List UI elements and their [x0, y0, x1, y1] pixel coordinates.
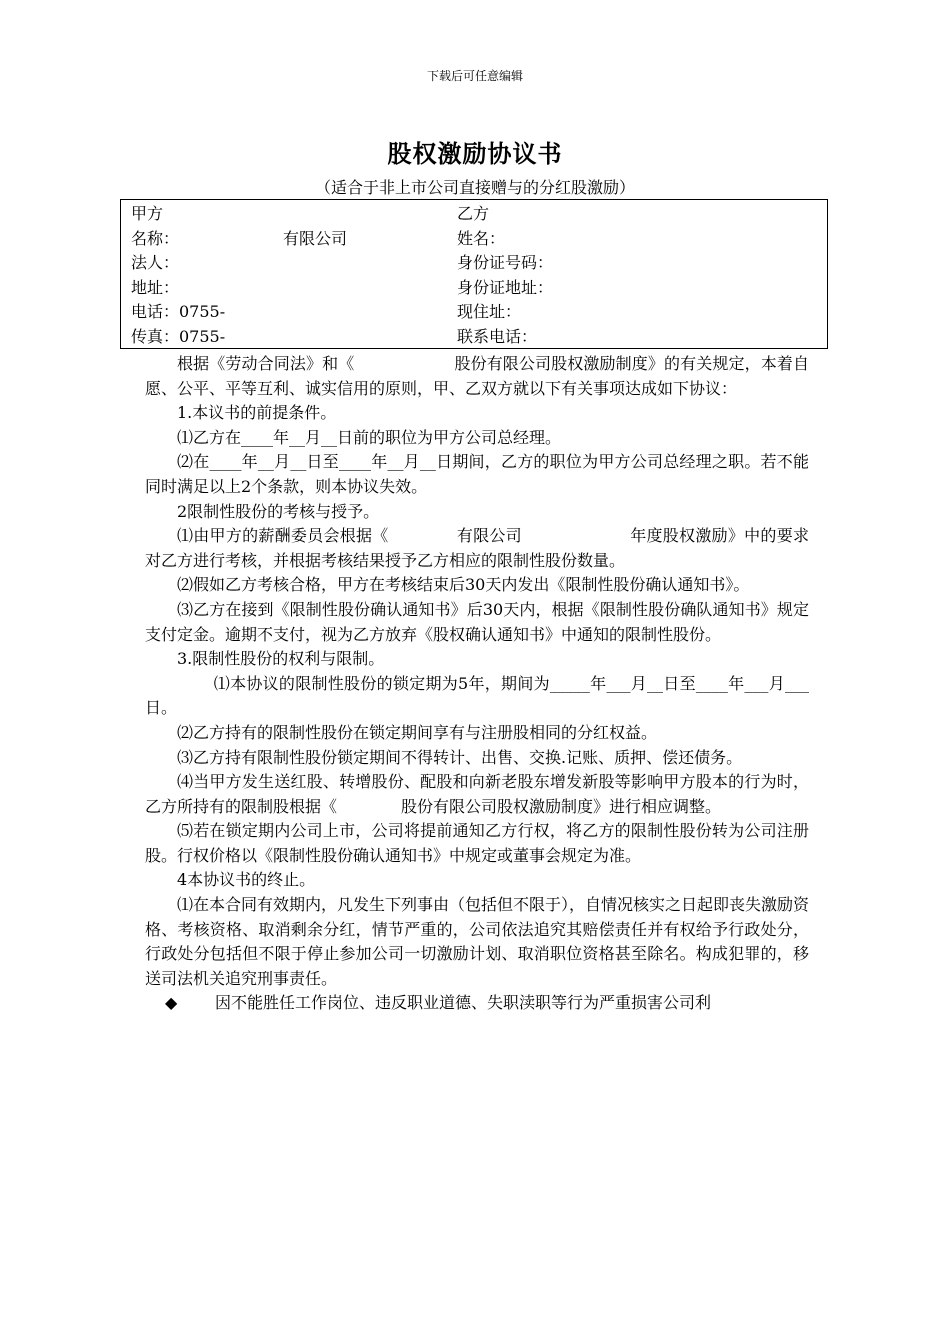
intro-text-b: 股份有限公司股权激励制度》的有关规定，本着自愿、公平、平等互利、诚实信用的原则，甲、乙双方就以下有关事项达成如下协议：	[145, 354, 809, 398]
clause-4-1: ⑴在本合同有效期内，凡发生下列事由（包括但不限于），自情况核实之日起即丧失激励资格、考核资格、取消剩余分红，情节严重的，公司依法追究其赔偿责任并有权给予行政处分，行政处分包括但不限于停止参加公司一切激励计划、取消职位资格甚至除名。构成犯罪的，移送司法机关追究刑事责任。	[145, 895, 810, 988]
clause-2-1-text-a: ⑴由甲方的薪酬委员会根据《	[177, 526, 389, 546]
party-a-name-label: 名称：	[131, 228, 180, 248]
party-b-contact-phone: 联系电话：	[457, 326, 538, 346]
clause-2-1-text-c: 年度股权激励》中的要求对乙方进行考核，并根据考核结果授予乙方相应的限制性股份数量。	[145, 526, 809, 570]
document-title: 股权激励协议书	[387, 139, 563, 168]
agreement-body	[145, 352, 809, 1016]
bullet-text: 因不能胜任工作岗位、违反职业道德、失职渎职等行为严重损害公司利	[215, 993, 712, 1013]
clause-3-4	[145, 770, 809, 819]
clause-3-4-text-b: 股份有限公司股权激励制度》进行相应调整。	[401, 796, 722, 816]
clause-1-1: ⑴乙方在____年__月__日前的职位为甲方公司总经理。	[177, 427, 562, 447]
section-2-heading: 2限制性股份的考核与授予。	[177, 501, 380, 521]
intro-text-a: 根据《劳动合同法》和《	[177, 354, 355, 373]
clause-2-1-text-b: 有限公司	[456, 526, 522, 546]
clause-2-1	[145, 524, 809, 573]
section-4-heading: 4本协议书的终止。	[177, 870, 316, 890]
party-a-fax: 传真：0755-	[131, 326, 226, 346]
clause-2-2: ⑵假如乙方考核合格，甲方在考核结束后30天内发出《限制性股份确认通知书》。	[177, 575, 750, 595]
party-a-heading: 甲方	[131, 204, 164, 223]
party-b-column	[457, 202, 817, 349]
party-a-legal-rep: 法人：	[131, 253, 180, 272]
party-a-address: 地址：	[131, 277, 180, 297]
section-3-heading: 3.限制性股份的权利与限制。	[177, 649, 385, 669]
clause-3-3: ⑶乙方持有限制性股份锁定期间不得转计、出售、交换.记账、质押、偿还债务。	[177, 747, 743, 767]
bullet-diamond-icon: ◆	[165, 993, 178, 1013]
clause-3-4-text-a: ⑷当甲方发生送红股、转增股份、配股和向新老股东增发新股等影响甲方股本的行为时，乙方所持有的限制股根据《	[145, 772, 809, 816]
clause-2-3: ⑶乙方在接到《限制性股份确认通知书》后30天内，根据《限制性股份确队通知书》规定支付定金。逾期不支付，视为乙方放弃《股权确认通知书》中通知的限制性股份。	[145, 599, 809, 644]
party-b-id-address: 身份证地址：	[457, 277, 554, 297]
intro-paragraph	[145, 352, 809, 401]
parties-table	[120, 199, 828, 349]
clause-3-5: ⑸若在锁定期内公司上市，公司将提前通知乙方行权，将乙方的限制性股份转为公司注册股。行权价格以《限制性股份确认通知书》中规定或董事会规定为准。	[145, 821, 809, 865]
bullet-item	[145, 991, 809, 1016]
party-a-phone: 电话：0755-	[131, 302, 226, 321]
section-1-heading: 1.本议书的前提条件。	[177, 403, 337, 423]
header-note: 下载后可任意编辑	[426, 69, 523, 83]
party-b-current-address: 现住址：	[457, 302, 522, 321]
clause-3-1: ⑴本协议的限制性股份的锁定期为5年，期间为_____年___月__日至____年___月___日。	[145, 673, 809, 718]
party-b-heading: 乙方	[457, 204, 490, 223]
party-a-name-value: 有限公司	[283, 228, 348, 248]
party-a-name-row	[131, 227, 451, 252]
party-b-name: 姓名：	[457, 228, 506, 248]
clause-3-2: ⑵乙方持有的限制性股份在锁定期间享有与注册股相同的分红权益。	[177, 722, 658, 742]
party-b-id-number: 身份证号码：	[457, 253, 554, 272]
document-subtitle: （适合于非上市公司直接赠与的分红股激励）	[314, 178, 635, 197]
clause-1-2: ⑵在____年__月__日至____年__月__日期间，乙方的职位为甲方公司总经理之职。若不能同时满足以上2个条款，则本协议失效。	[145, 452, 809, 496]
party-a-column	[131, 202, 451, 349]
